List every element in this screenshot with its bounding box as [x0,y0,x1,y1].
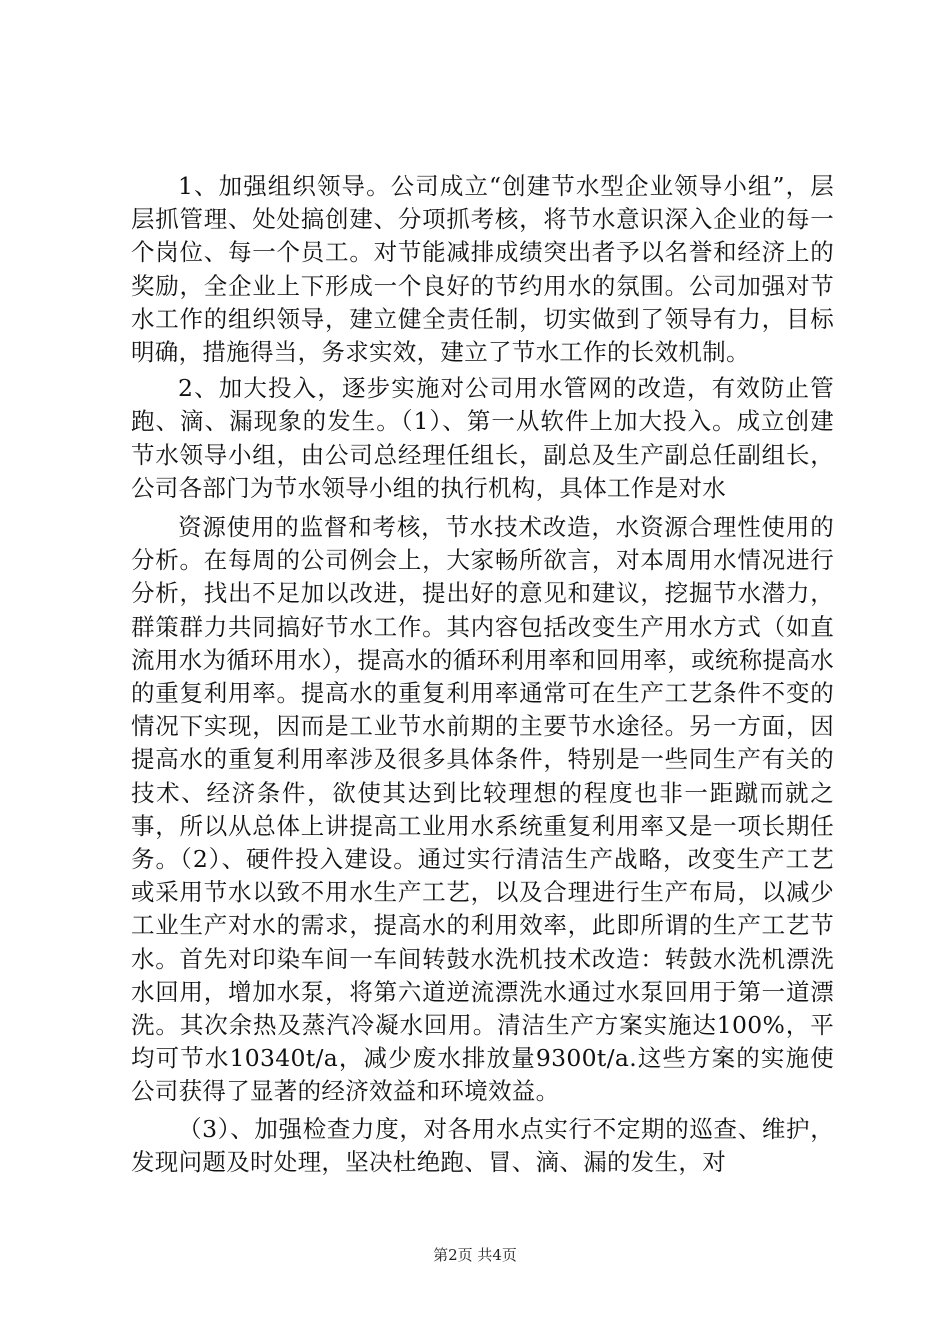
paragraph-organization-leadership: 1、加强组织领导。公司成立“创建节水型企业领导小组”，层层抓管理、处处搞创建、分项抓考核，将节水意识深入企业的每一个岗位、每一个员工。对节能减排成绩突出者予以名誉和经济上的奖励，全企业上下形成一个良好的节约用水的氛围。公司加强对节水工作的组织领导，建立健全责任制，切实做到了领导有力，目标明确，措施得当，务求实效，建立了节水工作的长效机制。 [131,172,834,367]
paragraph-increase-investment: 2、加大投入，逐步实施对公司用水管网的改造，有效防止管跑、滴、漏现象的发生。（1）、第一从软件上加大投入。成立创建节水领导小组，由公司总经理任组长，副总及生产副总任副组长，公司各部门为节水领导小组的执行机构，具体工作是对水 [131,374,834,502]
document-body [131,170,834,1179]
paragraph-resource-usage: 资源使用的监督和考核，节水技术改造，水资源合理性使用的分析。在每周的公司例会上，大家畅所欲言，对本周用水情况进行分析，找出不足加以改进，提出好的意见和建议，挖掘节水潜力，群策群力共同搞好节水工作。其内容包括改变生产用水方式（如直流用水为循环用水），提高水的循环利用率和回用率，或统称提高水的重复利用率。提高水的重复利用率通常可在生产工艺条件不变的情况下实现，因而是工业节水前期的主要节水途径。另一方面，因提高水的重复利用率涉及很多具体条件，特别是一些同生产有关的技术、经济条件，欲使其达到比较理想的程度也非一距蹴而就之事，所以从总体上讲提高工业用水系统重复利用率又是一项长期任务。（2）、硬件投入建设。通过实行清洁生产战略，改变生产工艺或采用节水以致不用水生产工艺，以及合理进行生产布局，以减少工业生产对水的需求，提高水的利用效率，此即所谓的生产工艺节水。首先对印染车间一车间转鼓水洗机技术改造：转鼓水洗机漂洗水回用，增加水泵，将第六道逆流漂洗水通过水泵回用于第一道漂洗。其次余热及蒸汽冷凝水回用。清洁生产方案实施达100%，平均可节水10340t/a，减少废水排放量9300t/a.这些方案的实施使公司获得了显著的经济效益和环境效益。 [131,513,834,1106]
paragraph-inspection: （3）、加强检查力度，对各用水点实行不定期的巡查、维护，发现问题及时处理，坚决杜绝跑、冒、滴、漏的发生，对 [131,1114,834,1176]
page-footer: 第2页 共4页 [433,1246,517,1264]
